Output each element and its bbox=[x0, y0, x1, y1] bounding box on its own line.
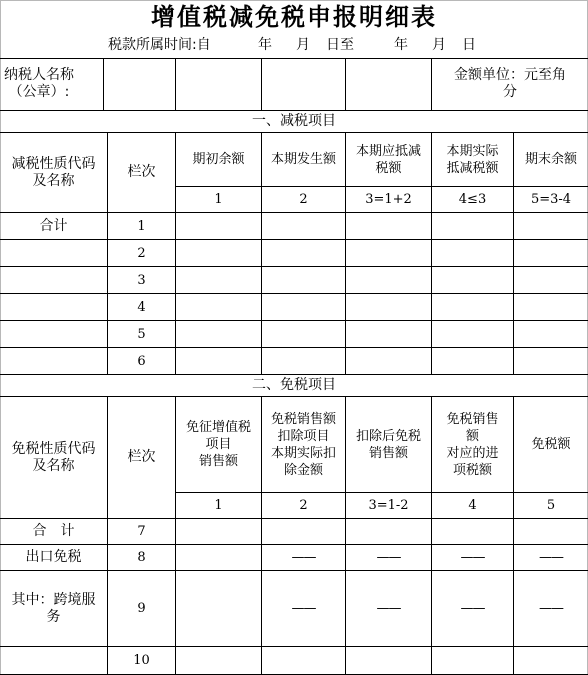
exemption-amount-cell[interactable] bbox=[432, 519, 514, 545]
reduction-row-label bbox=[0, 267, 108, 294]
exemption-na-cell: —— bbox=[514, 545, 588, 571]
reduction-amount-cell[interactable] bbox=[432, 240, 514, 267]
period-label: 税款所属时间:自 bbox=[108, 37, 211, 53]
exemption-na-cell: —— bbox=[346, 545, 432, 571]
reduction-section-title: 一、减税项目 bbox=[0, 111, 588, 133]
exemption-amount-cell[interactable] bbox=[514, 647, 588, 675]
reduction-amount-cell[interactable] bbox=[262, 267, 346, 294]
reduction-row-line: 3 bbox=[108, 267, 176, 294]
reduction-row-line: 6 bbox=[108, 348, 176, 375]
taxpayer-name-label: 纳税人名称 （公章）: bbox=[0, 58, 104, 111]
reduction-row-line: 5 bbox=[108, 321, 176, 348]
reduction-amount-cell[interactable] bbox=[346, 240, 432, 267]
taxpayer-blank-3 bbox=[346, 58, 432, 111]
reduction-amount-cell[interactable] bbox=[346, 321, 432, 348]
reduction-amount-cell[interactable] bbox=[432, 294, 514, 321]
reduction-col-number-5: 5=3-4 bbox=[514, 187, 588, 213]
exemption-row-line: 8 bbox=[108, 545, 176, 571]
reduction-amount-cell[interactable] bbox=[514, 240, 588, 267]
exemption-amount-cell[interactable] bbox=[262, 519, 346, 545]
reduction-amount-cell[interactable] bbox=[176, 213, 262, 240]
exemption-na-cell: —— bbox=[432, 545, 514, 571]
reduction-col-number-1: 1 bbox=[176, 187, 262, 213]
reduction-row-label: 合计 bbox=[0, 213, 108, 240]
exemption-na-cell: —— bbox=[262, 571, 346, 647]
exemption-row-line: 10 bbox=[108, 647, 176, 675]
exemption-na-cell: —— bbox=[346, 571, 432, 647]
reduction-amount-cell[interactable] bbox=[346, 348, 432, 375]
period-day-end: 日 bbox=[462, 37, 476, 53]
exemption-col-number-2: 2 bbox=[262, 493, 346, 519]
exemption-nature-header: 免税性质代码 及名称 bbox=[0, 397, 108, 519]
reduction-amount-cell[interactable] bbox=[262, 321, 346, 348]
reduction-amount-cell[interactable] bbox=[514, 294, 588, 321]
exemption-row-label: 合 计 bbox=[0, 519, 108, 545]
reduction-col-number-2: 2 bbox=[262, 187, 346, 213]
period-month-from: 月 bbox=[296, 37, 310, 53]
exemption-na-cell: —— bbox=[514, 571, 588, 647]
reduction-amount-cell[interactable] bbox=[346, 213, 432, 240]
reduction-col-number-4: 4≤3 bbox=[432, 187, 514, 213]
reduction-amount-cell[interactable] bbox=[262, 348, 346, 375]
exemption-row-label: 出口免税 bbox=[0, 545, 108, 571]
reduction-amount-cell[interactable] bbox=[262, 213, 346, 240]
reduction-amount-cell[interactable] bbox=[176, 321, 262, 348]
reduction-amount-cell[interactable] bbox=[262, 294, 346, 321]
reduction-amount-cell[interactable] bbox=[514, 267, 588, 294]
reduction-amount-cell[interactable] bbox=[514, 213, 588, 240]
reduction-amount-cell[interactable] bbox=[176, 240, 262, 267]
exemption-amount-cell[interactable] bbox=[176, 647, 262, 675]
reduction-amount-cell[interactable] bbox=[176, 267, 262, 294]
exemption-col-number-3: 3=1-2 bbox=[346, 493, 432, 519]
exemption-col-header-4: 免税销售 额 对应的进 项税额 bbox=[432, 397, 514, 493]
period-day-to: 日至 bbox=[326, 37, 354, 53]
reduction-col-header-3: 本期应抵减 税额 bbox=[346, 133, 432, 187]
reduction-amount-cell[interactable] bbox=[432, 213, 514, 240]
reduction-line-header: 栏次 bbox=[108, 133, 176, 213]
reduction-amount-cell[interactable] bbox=[432, 348, 514, 375]
reduction-col-number-3: 3=1+2 bbox=[346, 187, 432, 213]
exemption-col-number-1: 1 bbox=[176, 493, 262, 519]
reduction-row-label bbox=[0, 240, 108, 267]
exemption-col-header-1: 免征增值税 项目 销售额 bbox=[176, 397, 262, 493]
exemption-amount-cell[interactable] bbox=[176, 545, 262, 571]
exemption-row-label bbox=[0, 647, 108, 675]
exemption-col-number-5: 5 bbox=[514, 493, 588, 519]
reduction-row-line: 4 bbox=[108, 294, 176, 321]
reduction-amount-cell[interactable] bbox=[176, 294, 262, 321]
taxpayer-blank-2 bbox=[262, 58, 346, 111]
reduction-col-header-2: 本期发生额 bbox=[262, 133, 346, 187]
period-month-to: 月 bbox=[432, 37, 446, 53]
form-title: 增值税减免税申报明细表 bbox=[151, 3, 437, 31]
exemption-amount-cell[interactable] bbox=[514, 519, 588, 545]
exemption-col-header-3: 扣除后免税 销售额 bbox=[346, 397, 432, 493]
exemption-amount-cell[interactable] bbox=[176, 571, 262, 647]
exemption-row-label: 其中：跨境服 务 bbox=[0, 571, 108, 647]
reduction-amount-cell[interactable] bbox=[514, 321, 588, 348]
exemption-amount-cell[interactable] bbox=[346, 647, 432, 675]
reduction-row-label bbox=[0, 348, 108, 375]
exemption-section-title: 二、免税项目 bbox=[0, 375, 588, 397]
reduction-col-header-4: 本期实际 抵减税额 bbox=[432, 133, 514, 187]
exemption-col-header-2: 免税销售额 扣除项目 本期实际扣 除金额 bbox=[262, 397, 346, 493]
reduction-amount-cell[interactable] bbox=[432, 267, 514, 294]
reduction-row-line: 1 bbox=[108, 213, 176, 240]
exemption-amount-cell[interactable] bbox=[176, 519, 262, 545]
period-year-from: 年 bbox=[258, 37, 272, 53]
exemption-row-line: 9 bbox=[108, 571, 176, 647]
reduction-row-label bbox=[0, 294, 108, 321]
exemption-col-header-5: 免税额 bbox=[514, 397, 588, 493]
reduction-col-header-5: 期末余额 bbox=[514, 133, 588, 187]
exemption-amount-cell[interactable] bbox=[346, 519, 432, 545]
reduction-nature-header: 减税性质代码 及名称 bbox=[0, 133, 108, 213]
reduction-amount-cell[interactable] bbox=[176, 348, 262, 375]
exemption-na-cell: —— bbox=[432, 571, 514, 647]
exemption-na-cell: —— bbox=[262, 545, 346, 571]
taxpayer-name-value[interactable] bbox=[104, 58, 176, 111]
reduction-amount-cell[interactable] bbox=[432, 321, 514, 348]
taxpayer-blank-1 bbox=[176, 58, 262, 111]
reduction-amount-cell[interactable] bbox=[346, 267, 432, 294]
exemption-line-header: 栏次 bbox=[108, 397, 176, 519]
reduction-col-header-1: 期初余额 bbox=[176, 133, 262, 187]
reduction-row-label bbox=[0, 321, 108, 348]
exemption-row-line: 7 bbox=[108, 519, 176, 545]
reduction-amount-cell[interactable] bbox=[262, 240, 346, 267]
exemption-amount-cell[interactable] bbox=[262, 647, 346, 675]
exemption-amount-cell[interactable] bbox=[432, 647, 514, 675]
exemption-col-number-4: 4 bbox=[432, 493, 514, 519]
period-year-to: 年 bbox=[394, 37, 408, 53]
reduction-amount-cell[interactable] bbox=[346, 294, 432, 321]
amount-unit-label: 金额单位：元至角 分 bbox=[432, 58, 588, 111]
reduction-row-line: 2 bbox=[108, 240, 176, 267]
reduction-amount-cell[interactable] bbox=[514, 348, 588, 375]
